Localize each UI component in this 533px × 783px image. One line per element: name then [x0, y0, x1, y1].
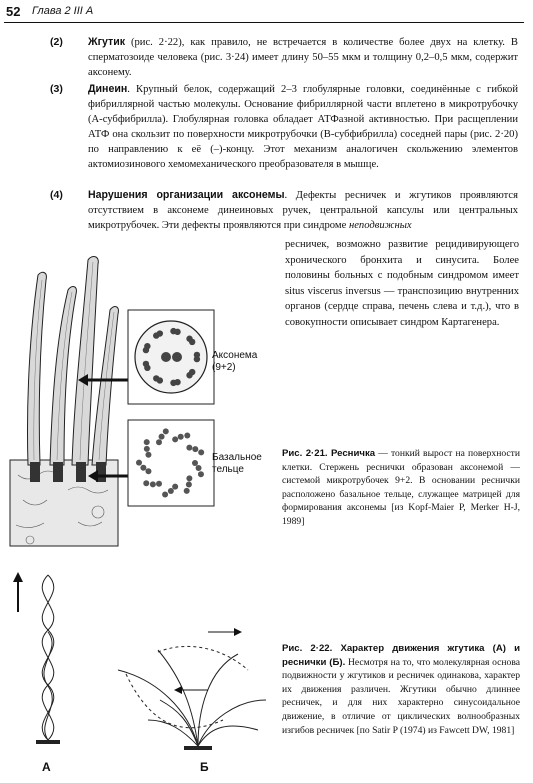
item-text: (рис. 2·22), как правило, не встречается в количестве более двух на клетку. В сперматозоиде человека (рис. 3·24) имеет длину 50–55 мкм и толщину 0,2–0,5 мкм, содержит аксонему. [88, 37, 518, 78]
microtubule-triplet [150, 481, 156, 487]
microtubule-triplet [140, 465, 146, 471]
item-term: Динеин [88, 83, 128, 95]
microtubule-triplet [196, 465, 202, 471]
chapter-title: Глава 2 III А [32, 5, 94, 17]
axoneme-label-line1: Аксонема [212, 350, 258, 361]
microtubule-triplet [198, 449, 204, 455]
microtubule-triplet [184, 488, 190, 494]
figure-caption-2-21 [282, 447, 520, 529]
microtubule-triplet [168, 488, 174, 494]
microtubule-triplet [144, 439, 150, 445]
panel-a-label: А [42, 760, 51, 774]
item-term: Нарушения организации аксонемы [88, 189, 285, 201]
microtubule-triplet [172, 484, 178, 490]
microtubule-doublet [186, 372, 192, 378]
microtubule-triplet [192, 460, 198, 466]
wrap-text [285, 237, 519, 330]
panel-b-label: Б [200, 760, 209, 774]
microtubule-triplet [186, 475, 192, 481]
microtubule-triplet [184, 432, 190, 438]
microtubule-triplet [178, 434, 184, 440]
axoneme-label-line2: (9+2) [212, 362, 236, 373]
item-number: (4) [50, 189, 63, 201]
item-text: . Дефекты ресничек и жгутиков проявляются отсутствием в аксонеме динеиновых ручек, центральной капсулы или центральных микротрубочек. Эти дефекты проявляются при синдроме [88, 190, 518, 231]
item-text: . Крупный белок, содержащий 2–3 глобулярные головки, соединённые с гибкой фибриллярной частью молекулы. Основание фибриллярной части вплетено в микротрубочку (А-субфибрилла). Глобулярная головка обладает АТФазной активностью. При расщеплении АТФ она скользит по поверхности микротрубочки (В-субфибрилла) соседней пары (рис. 2·20) по направлению к её (–)-концу. Этот механизм аналогичен скольжению элементов актомиозинового хемомеханического преобразователя в мышце. [88, 84, 518, 170]
page-number: 52 [6, 4, 21, 19]
microtubule-doublet [153, 375, 159, 381]
axoneme-label [212, 350, 257, 374]
item-number: (2) [50, 36, 63, 48]
microtubule-doublet [143, 361, 149, 367]
microtubule-doublet [174, 329, 180, 335]
microtubule-doublet [194, 356, 200, 362]
figure-caption-2-22 [282, 642, 520, 737]
caption-title: Рис. 2·22. Характер движения жгутика (А) и реснички (Б). [282, 643, 520, 668]
item-axoneme-defects [10, 188, 518, 233]
item-number: (3) [50, 83, 63, 95]
microtubule-triplet [156, 439, 162, 445]
microtubule-doublet [170, 380, 176, 386]
flagellum-cilium-motion-figure [8, 570, 276, 758]
basal-body-label-line2: тельце [212, 464, 244, 475]
microtubule-triplet [172, 436, 178, 442]
microtubule-triplet [136, 460, 142, 466]
emphasis-immobile: неподвижных [348, 220, 412, 231]
caption-text: — тонкий вырост на поверхности клетки. Стержень реснички образован аксонемой — системой микротрубочек 9+2. В основании реснички расположено базальное тельце, служащее матрицей для формирования аксонемы [из Kopf-Maier P, Merker H-J, 1989] [282, 448, 520, 527]
caption-text: Несмотря на то, что молекулярная основа подвижности у жгутиков и ресничек одинакова, характер их движения различен. Жгутики обычно длиннее ресничек, и для них характерно синусоидальное движение, в отличие от циклических волнообразных изгибов ресничек [по Satir P (1974) из Fawcett DW, 1981] [282, 656, 520, 736]
microtubule-triplet [144, 446, 150, 452]
item-term: Жгутик [88, 36, 126, 48]
microtubule-triplet [162, 491, 168, 497]
caption-title: Рис. 2·21. Ресничка [282, 448, 376, 459]
basal-body-label-line1: Базальное [212, 452, 262, 463]
microtubule-doublet [144, 343, 150, 349]
microtubule-doublet [189, 339, 195, 345]
microtubule-triplet [186, 445, 192, 451]
microtubule-triplet [145, 452, 151, 458]
microtubule-triplet [159, 434, 165, 440]
microtubule-triplet [186, 482, 192, 488]
microtubule-triplet [145, 468, 151, 474]
microtubule-triplet [192, 446, 198, 452]
wrap-paragraph: ресничек, возможно развитие рецидивирующего хронического бронхита и синусита. Более половины больных с подобным синдромом имеет situs viscerus inversus — транспозицию внутренних органов (сердце справа, печень слева и т.д.), что в совокупности описывает синдром Картагенера. [285, 239, 519, 328]
page-header [4, 4, 524, 23]
basal-body-label [212, 452, 262, 476]
microtubule-triplet [156, 481, 162, 487]
cilium-figure [8, 250, 280, 548]
item-dynein [10, 82, 518, 172]
microtubule-triplet [198, 471, 204, 477]
microtubule-triplet [163, 428, 169, 434]
microtubule-triplet [143, 480, 149, 486]
item-flagellum [10, 35, 518, 80]
microtubule-doublet [157, 330, 163, 336]
